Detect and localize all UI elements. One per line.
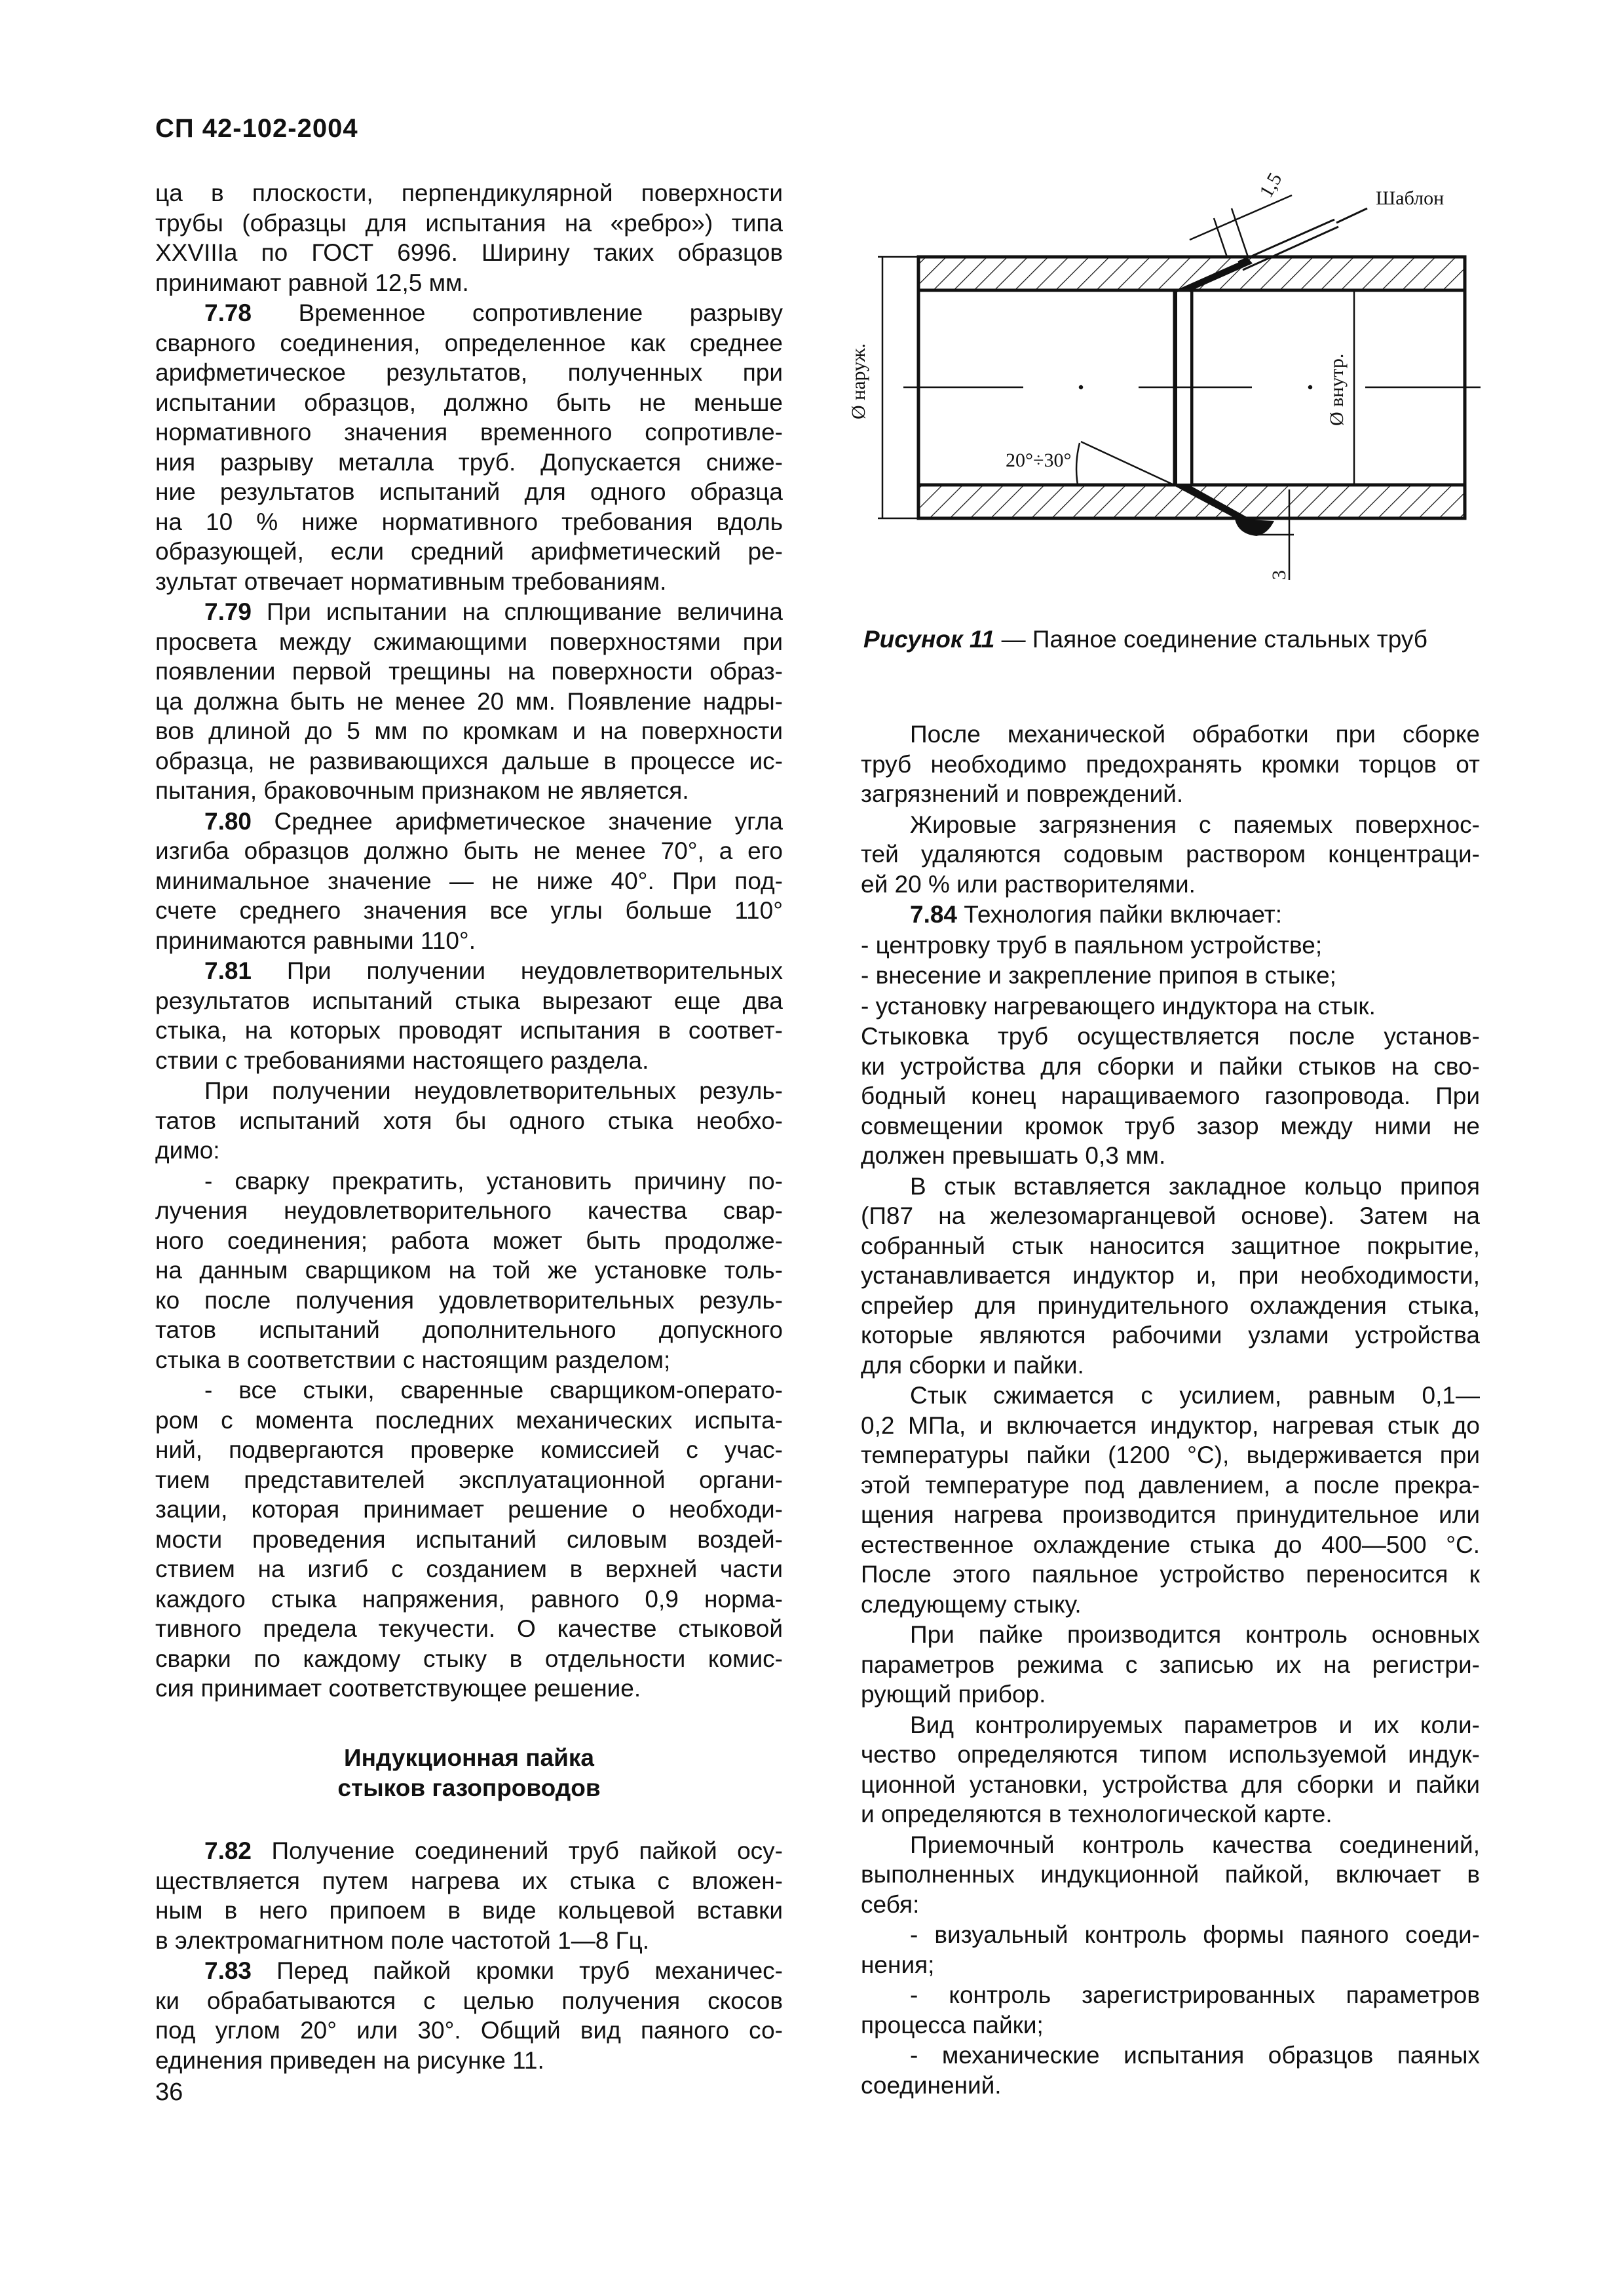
line-text: соединений. — [861, 2071, 1002, 2099]
text-line — [861, 1440, 1480, 1470]
paragraph — [861, 719, 1480, 809]
text-line — [155, 687, 783, 717]
line-text: Технология пайки включает: — [957, 901, 1282, 928]
line-text: - все стыки, сваренные сварщиком-операто- — [204, 1377, 783, 1404]
line-text: каждого стыка напряжения, равного 0,9 норма- — [155, 1585, 783, 1613]
text-line — [155, 926, 783, 956]
line-text: ния разрыву металла труб. Допускается сниже- — [155, 448, 783, 476]
text-line — [155, 2016, 783, 2046]
line-text: естественное охлаждение стыка до 400—500 °С. — [861, 1531, 1480, 1558]
paragraph — [155, 1836, 783, 1955]
line-text: В стык вставляется закладное кольцо припоя — [910, 1172, 1480, 1200]
line-text: Стыковка труб осуществляется после установ- — [861, 1023, 1480, 1050]
paragraph — [155, 956, 783, 1075]
outer-diameter-label: Ø наруж. — [848, 343, 869, 419]
line-text: сварки по каждому стыку в отдельности комис- — [155, 1645, 783, 1672]
paragraph — [155, 807, 783, 956]
clause-number: 7.81 — [204, 957, 252, 984]
figure-caption-text: — Паяное соединение стальных труб — [994, 626, 1427, 653]
text-line — [861, 1231, 1480, 1261]
text-line — [861, 1141, 1480, 1171]
line-text: При получении неудовлетворительных — [252, 957, 783, 984]
line-text: ко после получения удовлетворительных резуль- — [155, 1286, 783, 1314]
text-line — [155, 896, 783, 926]
line-text: температуры пайки (1200 °С), выдерживается при — [861, 1442, 1480, 1468]
text-line — [861, 900, 1480, 930]
text-line — [861, 1500, 1480, 1530]
text-line — [861, 1860, 1480, 1890]
line-text: устанавливается индуктор и, при необходимости, — [861, 1262, 1480, 1289]
bead-dimension-label: 3 — [1268, 570, 1290, 580]
line-text: для сборки и пайки. — [861, 1351, 1084, 1379]
line-text: следующему стыку. — [861, 1590, 1082, 1618]
line-text: ствии с требованиями настоящего раздела. — [155, 1046, 649, 1074]
text-line — [861, 1920, 1480, 1950]
line-text: принимаются равными 110°. — [155, 927, 476, 954]
text-line — [861, 1320, 1480, 1350]
line-text: щения нагрева производится принудительное или — [861, 1501, 1480, 1528]
line-text: минимальное значение — не ниже 40°. При под- — [155, 867, 783, 894]
line-text: ца должна быть не менее 20 мм. Появление надры- — [155, 687, 783, 715]
text-line — [155, 1926, 783, 1956]
line-text: ствием на изгиб с созданием в верхней части — [155, 1556, 783, 1582]
line-text: сия принимает соответствующее решение. — [155, 1675, 641, 1702]
line-text: татов испытаний дополнительного допускного — [155, 1316, 783, 1343]
line-text: Перед пайкой кромки труб механичес- — [252, 1957, 783, 1984]
line-text: чество определяются типом используемой индук- — [861, 1741, 1480, 1768]
left-column-bottom-text — [155, 1836, 783, 2076]
text-line — [155, 1866, 783, 1896]
line-text: единения приведен на рисунке 11. — [155, 2046, 544, 2074]
text-line — [861, 1381, 1480, 1411]
text-line — [155, 1106, 783, 1136]
line-text: испытании образцов, должно быть не меньше — [155, 389, 783, 416]
text-line — [155, 1435, 783, 1465]
line-text: на 10 % ниже нормативного требования вдоль — [155, 508, 783, 535]
line-text: просвета между сжимающими поверхностями при — [155, 628, 783, 655]
text-line — [155, 1836, 783, 1866]
text-line — [155, 986, 783, 1016]
line-text: ки устройства для сборки и пайки стыков на сво- — [861, 1052, 1480, 1080]
text-line — [155, 1315, 783, 1345]
text-line — [861, 779, 1480, 809]
line-text: ца в плоскости, перпендикулярной поверхности — [155, 180, 783, 206]
line-text: труб необходимо предохранять кромки торцов от — [861, 750, 1480, 778]
paragraph — [861, 991, 1480, 1022]
text-line — [861, 1201, 1480, 1231]
text-line — [861, 1799, 1480, 1829]
text-line — [155, 866, 783, 896]
line-text: образующей, если средний арифметический ре- — [155, 538, 783, 565]
line-text: на данным сварщиком на той же установке толь- — [155, 1257, 783, 1284]
line-text: Стык сжимается с усилием, равным 0,1— — [910, 1382, 1480, 1409]
line-text: нения; — [861, 1951, 935, 1978]
text-line — [861, 1620, 1480, 1650]
text-line — [155, 1166, 783, 1196]
text-line — [155, 1345, 783, 1375]
paragraph — [861, 1830, 1480, 1920]
line-text: параметров режима с записью их на регистри- — [861, 1651, 1480, 1678]
text-line — [861, 1950, 1480, 1980]
page-number: 36 — [155, 2078, 183, 2106]
line-text: - визуальный контроль формы паяного соеди- — [910, 1921, 1480, 1948]
text-line — [861, 1111, 1480, 1141]
line-text: трубы (образцы для испытания на «ребро») типа — [155, 209, 783, 237]
paragraph — [861, 1620, 1480, 1710]
paragraph — [155, 1166, 783, 1375]
text-line — [155, 1986, 783, 2016]
text-line — [155, 1016, 783, 1046]
line-text: арифметическое результатов, полученных при — [155, 359, 783, 386]
line-text: Жировые загрязнения с паяемых поверхнос- — [910, 811, 1480, 838]
angle-label: 20°÷30° — [1006, 450, 1072, 471]
line-text: (П87 на железомарганцевой основе). Затем на — [861, 1202, 1480, 1229]
paragraph — [861, 1022, 1480, 1171]
line-text: вов длиной до 5 мм по кромкам и на поверхности — [155, 718, 783, 744]
line-text: себя: — [861, 1890, 920, 1918]
line-text: счете среднего значения все углы больше 110° — [155, 897, 783, 924]
text-line — [861, 1172, 1480, 1202]
line-text: сварного соединения, определенное как среднее — [155, 329, 783, 356]
text-line — [861, 1081, 1480, 1111]
paragraph — [155, 1956, 783, 2075]
text-line — [155, 746, 783, 776]
text-line — [861, 719, 1480, 750]
line-text: - сварку прекратить, установить причину по- — [204, 1167, 783, 1195]
text-line — [861, 1890, 1480, 1920]
text-line — [861, 1830, 1480, 1860]
line-text: татов испытаний хотя бы одного стыка необхо- — [155, 1107, 783, 1134]
line-text: ром с момента последних механических испыта- — [155, 1406, 783, 1434]
line-text: нормативного значения временного сопротивле- — [155, 419, 783, 446]
text-line — [155, 1255, 783, 1286]
line-text: - механические испытания образцов паяных — [910, 2042, 1480, 2069]
figure-11-brazed-joint-drawing — [0, 0, 1624, 655]
text-line — [861, 1770, 1480, 1800]
line-text: результатов испытаний стыка вырезают еще два — [155, 987, 783, 1014]
clause-number: 7.78 — [204, 299, 252, 326]
text-line — [861, 810, 1480, 840]
section-heading-line2: стыков газопроводов — [337, 1774, 601, 1801]
clause-number: 7.82 — [204, 1837, 252, 1864]
line-text: ки обрабатываются с целью получения скосов — [155, 1987, 783, 2014]
line-text: тием представителей эксплуатационной органи- — [155, 1466, 783, 1493]
line-text: При испытании на сплющивание величина — [252, 598, 783, 625]
text-line — [861, 1350, 1480, 1381]
text-line — [155, 807, 783, 837]
line-text: тей удаляются содовым раствором концентраци- — [861, 841, 1480, 868]
text-line — [861, 1470, 1480, 1501]
line-text: появлении первой трещины на поверхности образ- — [155, 658, 783, 685]
line-text: XXVIIIa по ГОСТ 6996. Ширину таких образцов — [155, 239, 783, 266]
text-line — [861, 839, 1480, 870]
line-text: процесса пайки; — [861, 2011, 1044, 2038]
paragraph — [861, 1980, 1480, 2040]
text-line — [155, 1584, 783, 1615]
text-line — [861, 2040, 1480, 2071]
angle-dimension — [1076, 442, 1174, 485]
line-text: должен превышать 0,3 мм. — [861, 1142, 1166, 1169]
text-line — [861, 1590, 1480, 1620]
line-text: этой температуре под давлением, а после прекра- — [861, 1471, 1480, 1499]
text-line — [155, 1226, 783, 1256]
line-text: зации, которая принимает решение о необходи- — [155, 1496, 783, 1523]
line-text: загрязнений и повреждений. — [861, 780, 1184, 807]
text-line — [861, 1530, 1480, 1560]
clause-number: 7.79 — [204, 598, 252, 625]
bevel-dimension-label: 1,5 — [1255, 169, 1287, 202]
line-text: ний, подвергаются проверке комиссией с учас- — [155, 1436, 783, 1463]
line-text: выполненных индукционной пайкой, включает в — [861, 1861, 1480, 1888]
line-text: Получение соединений труб пайкой осу- — [252, 1837, 783, 1864]
text-line — [861, 1052, 1480, 1082]
text-line — [861, 1022, 1480, 1052]
text-line — [155, 1136, 783, 1166]
line-text: совмещении кромок труб зазор между ними не — [861, 1112, 1480, 1139]
line-text: и определяются в технологической карте. — [861, 1801, 1332, 1827]
paragraph — [861, 810, 1480, 900]
paragraph — [861, 1920, 1480, 1980]
text-line — [155, 1076, 783, 1106]
line-text: под углом 20° или 30°. Общий вид паяного со- — [155, 2017, 783, 2044]
clause-number: 7.83 — [204, 1957, 252, 1984]
paragraph — [861, 2040, 1480, 2100]
bevel-dimension — [1190, 195, 1292, 257]
document-code-header: СП 42-102-2004 — [155, 114, 358, 143]
paragraph — [861, 1710, 1480, 1829]
line-text: 0,2 МПа, и включается индуктор, нагревая стык до — [861, 1411, 1480, 1439]
line-text: Среднее арифметическое значение угла — [252, 807, 783, 835]
line-text: ционной установки, устройства для сборки и пайки — [861, 1770, 1480, 1798]
text-line — [155, 776, 783, 806]
line-text: При получении неудовлетворительных резуль- — [204, 1077, 783, 1104]
text-line — [861, 930, 1480, 961]
line-text: - установку нагревающего индуктора на стык. — [861, 992, 1376, 1020]
text-line — [155, 1406, 783, 1436]
text-line — [155, 657, 783, 687]
line-text: - контроль зарегистрированных параметров — [910, 1981, 1480, 2008]
paragraph — [861, 961, 1480, 991]
text-line — [861, 1411, 1480, 1441]
text-line — [861, 1261, 1480, 1291]
line-text: димо: — [155, 1137, 220, 1164]
line-text: Приемочный контроль качества соединений, — [910, 1831, 1480, 1858]
text-line — [155, 1614, 783, 1644]
text-line — [155, 1375, 783, 1406]
line-text: После этого паяльное устройство переносится к — [861, 1561, 1480, 1588]
line-text: лучения неудовлетворительного качества свар- — [155, 1197, 783, 1224]
figure-caption — [863, 626, 1427, 653]
section-heading — [155, 1743, 783, 1803]
text-line — [155, 1896, 783, 1926]
line-text: - центровку труб в паяльном устройстве; — [861, 931, 1323, 959]
paragraph — [861, 1381, 1480, 1619]
line-text: изгиба образцов должно быть не менее 70°, а его — [155, 837, 783, 864]
line-text: Временное сопротивление разрыву — [252, 299, 783, 326]
line-text: После механической обработки при сборке — [910, 721, 1480, 748]
text-line — [155, 1196, 783, 1226]
text-line — [861, 750, 1480, 780]
text-line — [155, 1644, 783, 1674]
clause-number: 7.84 — [910, 901, 958, 928]
line-text: рующий прибор. — [861, 1681, 1046, 1708]
text-line — [861, 2010, 1480, 2040]
text-line — [861, 1980, 1480, 2010]
text-line — [861, 2071, 1480, 2101]
line-text: пытания, браковочным признаком не является. — [155, 777, 689, 804]
line-text: мости проведения испытаний силовым воздей- — [155, 1525, 783, 1553]
text-line — [155, 716, 783, 746]
text-line — [155, 1554, 783, 1584]
line-text: Вид контролируемых параметров и их коли- — [910, 1711, 1480, 1738]
text-line — [155, 1286, 783, 1316]
line-text: ществляется путем нагрева их стыка с вложен- — [155, 1867, 783, 1894]
text-line — [155, 1046, 783, 1076]
text-line — [155, 2046, 783, 2076]
line-text: собранный стык наносится защитное покрытие, — [861, 1232, 1480, 1259]
section-heading-line1: Индукционная пайка — [344, 1744, 594, 1771]
text-line — [155, 1956, 783, 1986]
text-line — [155, 1495, 783, 1525]
line-text: При пайке производится контроль основных — [910, 1621, 1480, 1648]
text-line — [155, 1674, 783, 1704]
text-line — [861, 1291, 1480, 1321]
line-text: тивного предела текучести. О качестве стыковой — [155, 1615, 783, 1642]
line-text: ного соединения; работа может быть продолже- — [155, 1227, 783, 1254]
paragraph — [861, 930, 1480, 961]
text-line — [861, 991, 1480, 1022]
line-text: в электромагнитном поле частотой 1—8 Гц. — [155, 1926, 650, 1954]
paragraph — [155, 1076, 783, 1166]
text-line — [861, 1740, 1480, 1770]
line-text: стыка в соответствии с настоящим разделом; — [155, 1346, 671, 1373]
line-text: принимают равной 12,5 мм. — [155, 269, 469, 296]
paragraph — [861, 900, 1480, 930]
clause-number: 7.80 — [204, 807, 252, 835]
line-text: ей 20 % или растворителями. — [861, 870, 1196, 898]
text-line — [155, 836, 783, 866]
paragraph — [861, 1172, 1480, 1381]
paragraph — [155, 1375, 783, 1704]
line-text: которые являются рабочими узлами устройства — [861, 1322, 1480, 1349]
line-text: зультат отвечает нормативным требованиям. — [155, 567, 667, 595]
line-text: спрейер для принудительного охлаждения стыка, — [861, 1292, 1480, 1319]
text-line — [861, 1650, 1480, 1680]
text-line — [155, 1525, 783, 1555]
right-column-text — [861, 719, 1480, 2101]
text-line — [861, 1679, 1480, 1710]
template-label: Шаблон — [1376, 187, 1445, 209]
text-line — [861, 961, 1480, 991]
text-line — [155, 956, 783, 986]
line-text: стыка, на которых проводят испытания в соответ- — [155, 1017, 783, 1044]
text-line — [861, 870, 1480, 900]
line-text: - внесение и закрепление припоя в стыке; — [861, 962, 1336, 989]
line-text: бодный конец наращиваемого газопровода. При — [861, 1082, 1480, 1109]
inner-diameter-label: Ø внутр. — [1326, 353, 1348, 426]
line-text: образца, не развивающихся дальше в процессе ис- — [155, 747, 783, 775]
text-line — [861, 1559, 1480, 1590]
text-line — [861, 1710, 1480, 1740]
line-text: ным в него припоем в виде кольцевой вставки — [155, 1897, 783, 1924]
text-line — [155, 1465, 783, 1495]
line-text: ние результатов испытаний для одного образца — [155, 478, 783, 505]
figure-caption-prefix: Рисунок 11 — [863, 626, 995, 653]
